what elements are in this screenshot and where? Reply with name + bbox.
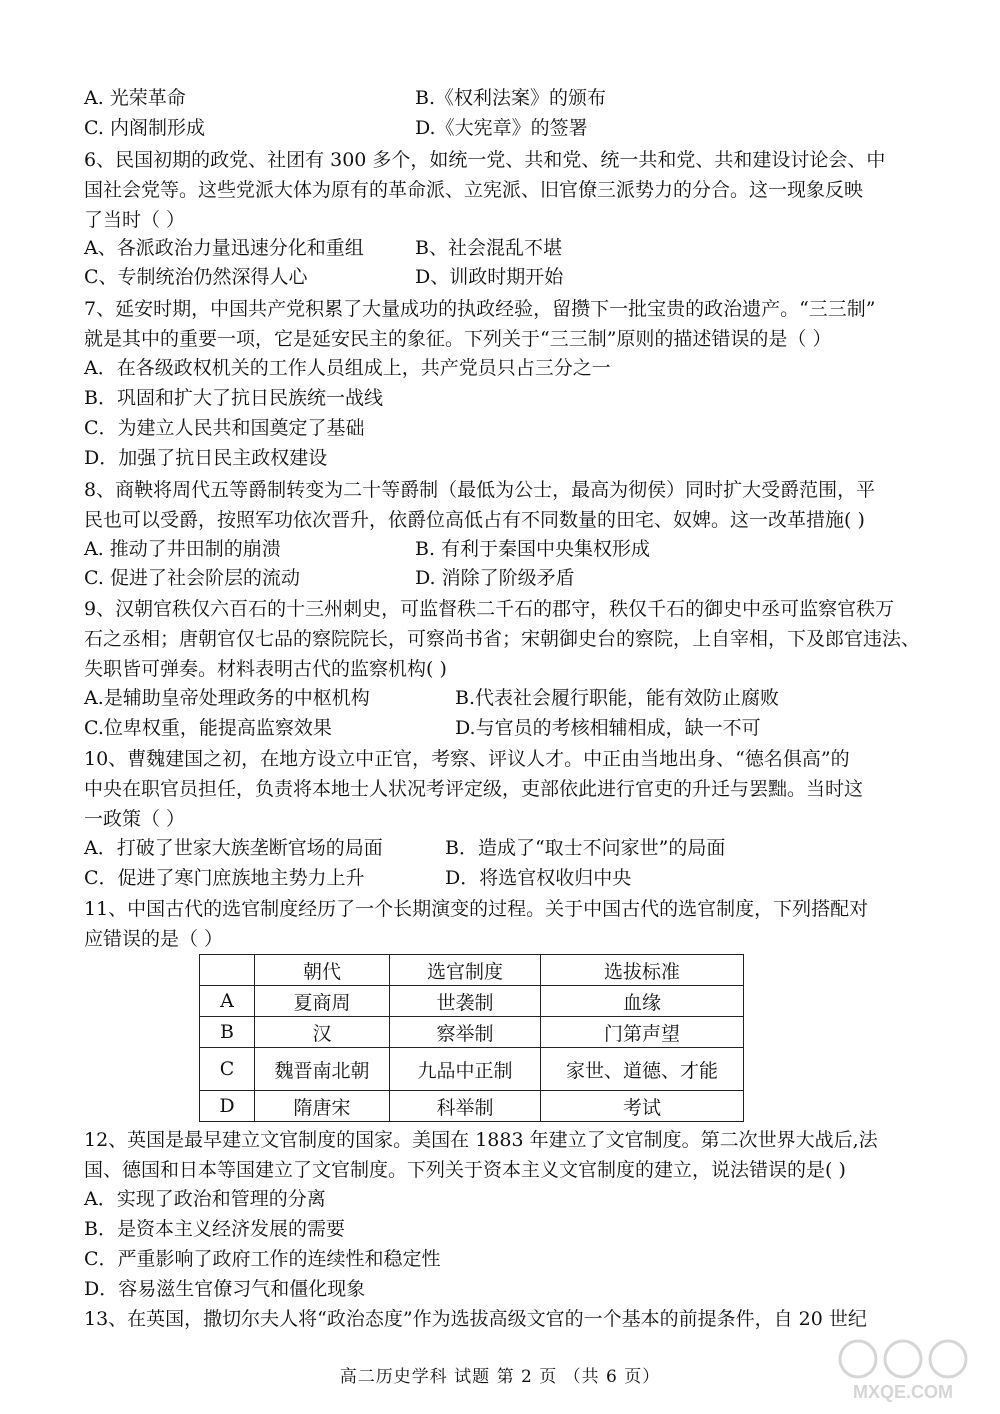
option-right: B．造成了“取士不问家世”的局面	[445, 837, 726, 859]
option-left: A. 推动了井田制的崩溃	[84, 538, 281, 560]
text-line: 失职皆可弹奏。材料表明古代的监察机构( )	[84, 658, 447, 680]
table-cell: B	[200, 1017, 255, 1048]
text-line: C．为建立人民共和国奠定了基础	[84, 417, 365, 439]
text-line: B．是资本主义经济发展的需要	[84, 1218, 345, 1240]
table-cell: 隋唐宋	[255, 1091, 390, 1122]
option-left: C．促进了寒门庶族地主势力上升	[84, 867, 365, 889]
table-cell: 门第声望	[541, 1017, 744, 1048]
selection-system-table	[199, 954, 744, 1122]
text-line: D．容易滋生官僚习气和僵化现象	[84, 1278, 366, 1300]
text-line: 10、曹魏建国之初，在地方设立中正官，考察、评议人才。中正由当地出身、“德名俱高”的	[84, 748, 850, 770]
option-right: D.《大宪章》的签署	[415, 117, 588, 139]
text-line: 中央在职官员担任，负责将本地士人状况考评定级，吏部依此进行官吏的升迁与罢黜。当时这	[84, 778, 864, 800]
text-line: 一政策（ ）	[84, 808, 186, 830]
option-right: B、社会混乱不堪	[415, 237, 562, 259]
option-right: B. 有利于秦国中央集权形成	[415, 538, 651, 560]
option-left: C. 促进了社会阶层的流动	[84, 567, 300, 589]
table-cell: D	[200, 1091, 255, 1122]
option-left: A．打破了世家大族垄断官场的局面	[84, 837, 383, 859]
option-right: B.《权利法案》的颁布	[415, 87, 607, 109]
text-line: 8、商鞅将周代五等爵制转变为二十等爵制（最低为公士，最高为彻侯）同时扩大受爵范围，平	[84, 479, 876, 501]
table-header-cell	[200, 955, 255, 986]
option-right: D.与官员的考核相辅相成，缺一不可	[455, 717, 761, 739]
option-left: C、专制统治仍然深得人心	[84, 266, 308, 288]
text-line: 7、延安时期，中国共产党积累了大量成功的执政经验，留攒下一批宝贵的政治遗产。“三三制”	[84, 298, 876, 320]
table-cell: 九品中正制	[390, 1048, 541, 1091]
text-line: 民也可以受爵，按照军功依次晋升，依爵位高低占有不同数量的田宅、奴婢。这一改革措施( )	[84, 509, 865, 531]
text-line: 石之丞相；唐朝官仅七品的察院院长，可察尚书省；宋朝御史台的察院，上自宰相，下及郎官违法、	[84, 628, 921, 650]
text-line: C．严重影响了政府工作的连续性和稳定性	[84, 1248, 441, 1270]
option-right: D. 消除了阶级矛盾	[415, 567, 575, 589]
option-left: A. 光荣革命	[84, 87, 186, 109]
text-line: 11、中国古代的选官制度经历了一个长期演变的过程。关于中国古代的选官制度，下列搭配对	[84, 898, 869, 920]
text-line: D．加强了抗日民主政权建设	[84, 447, 328, 469]
text-line: 12、英国是最早建立文官制度的国家。美国在 1883 年建立了文官制度。第二次世界大战后,法	[84, 1129, 878, 1151]
table-row	[200, 1017, 744, 1048]
watermark-logo	[828, 1334, 978, 1404]
text-line: 6、民国初期的政党、社团有 300 多个，如统一党、共和党、统一共和党、共和建设讨论会、中	[84, 149, 886, 171]
text-line: 9、汉朝官秩仅六百石的十三州刺史，可监督秩二千石的郡守，秩仅千石的御史中丞可监察官秩万	[84, 598, 895, 620]
table-cell: 夏商周	[255, 986, 390, 1017]
table-header-cell: 朝代	[255, 955, 390, 986]
table-row	[200, 1048, 744, 1091]
text-line: B．巩固和扩大了抗日民族统一战线	[84, 387, 383, 409]
table-cell: 魏晋南北朝	[255, 1048, 390, 1091]
table-row	[200, 1091, 744, 1122]
option-right: D、训政时期开始	[415, 266, 564, 288]
option-left: C.位卑权重，能提高监察效果	[84, 717, 332, 739]
text-line: 13、在英国，撒切尔夫人将“政治态度”作为选拔高级文官的一个基本的前提条件，自 20 世纪	[84, 1308, 867, 1330]
table-cell: 汉	[255, 1017, 390, 1048]
table-cell: 察举制	[390, 1017, 541, 1048]
option-right: B.代表社会履行职能，能有效防止腐败	[455, 687, 780, 709]
option-left: A.是辅助皇帝处理政务的中枢机构	[84, 687, 370, 709]
table-row	[200, 986, 744, 1017]
text-line: 国、德国和日本等国建立了文官制度。下列关于资本主义文官制度的建立，说法错误的是( )	[84, 1159, 846, 1181]
table-cell: 考试	[541, 1091, 744, 1122]
text-line: 就是其中的重要一项，它是延安民主的象征。下列关于“三三制”原则的描述错误的是（ ）	[84, 328, 832, 350]
text-line: A．在各级政权机关的工作人员组成上，共产党员只占三分之一	[84, 357, 611, 379]
table-header-cell: 选拔标准	[541, 955, 744, 986]
text-line: 国社会党等。这些党派大体为原有的革命派、立宪派、旧官僚三派势力的分合。这一现象反映	[84, 179, 864, 201]
page-footer: 高二历史学科 试题 第 2 页 （共 6 页）	[339, 1367, 661, 1387]
text-line: 应错误的是（ ）	[84, 928, 224, 950]
table-cell: 世袭制	[390, 986, 541, 1017]
table-cell: 家世、道德、才能	[541, 1048, 744, 1091]
watermark-text: MXQE.COM	[852, 1382, 954, 1402]
table-cell: C	[200, 1048, 255, 1091]
table-header-row	[200, 955, 744, 986]
table-header-cell: 选官制度	[390, 955, 541, 986]
option-right: D．将选官权收归中央	[445, 867, 632, 889]
text-line: 了当时（ ）	[84, 209, 186, 231]
table-cell: 血缘	[541, 986, 744, 1017]
text-line: A．实现了政治和管理的分离	[84, 1188, 326, 1210]
table-cell: 科举制	[390, 1091, 541, 1122]
option-left: A、各派政治力量迅速分化和重组	[84, 237, 364, 259]
table-cell: A	[200, 986, 255, 1017]
option-left: C. 内阁制形成	[84, 117, 205, 139]
